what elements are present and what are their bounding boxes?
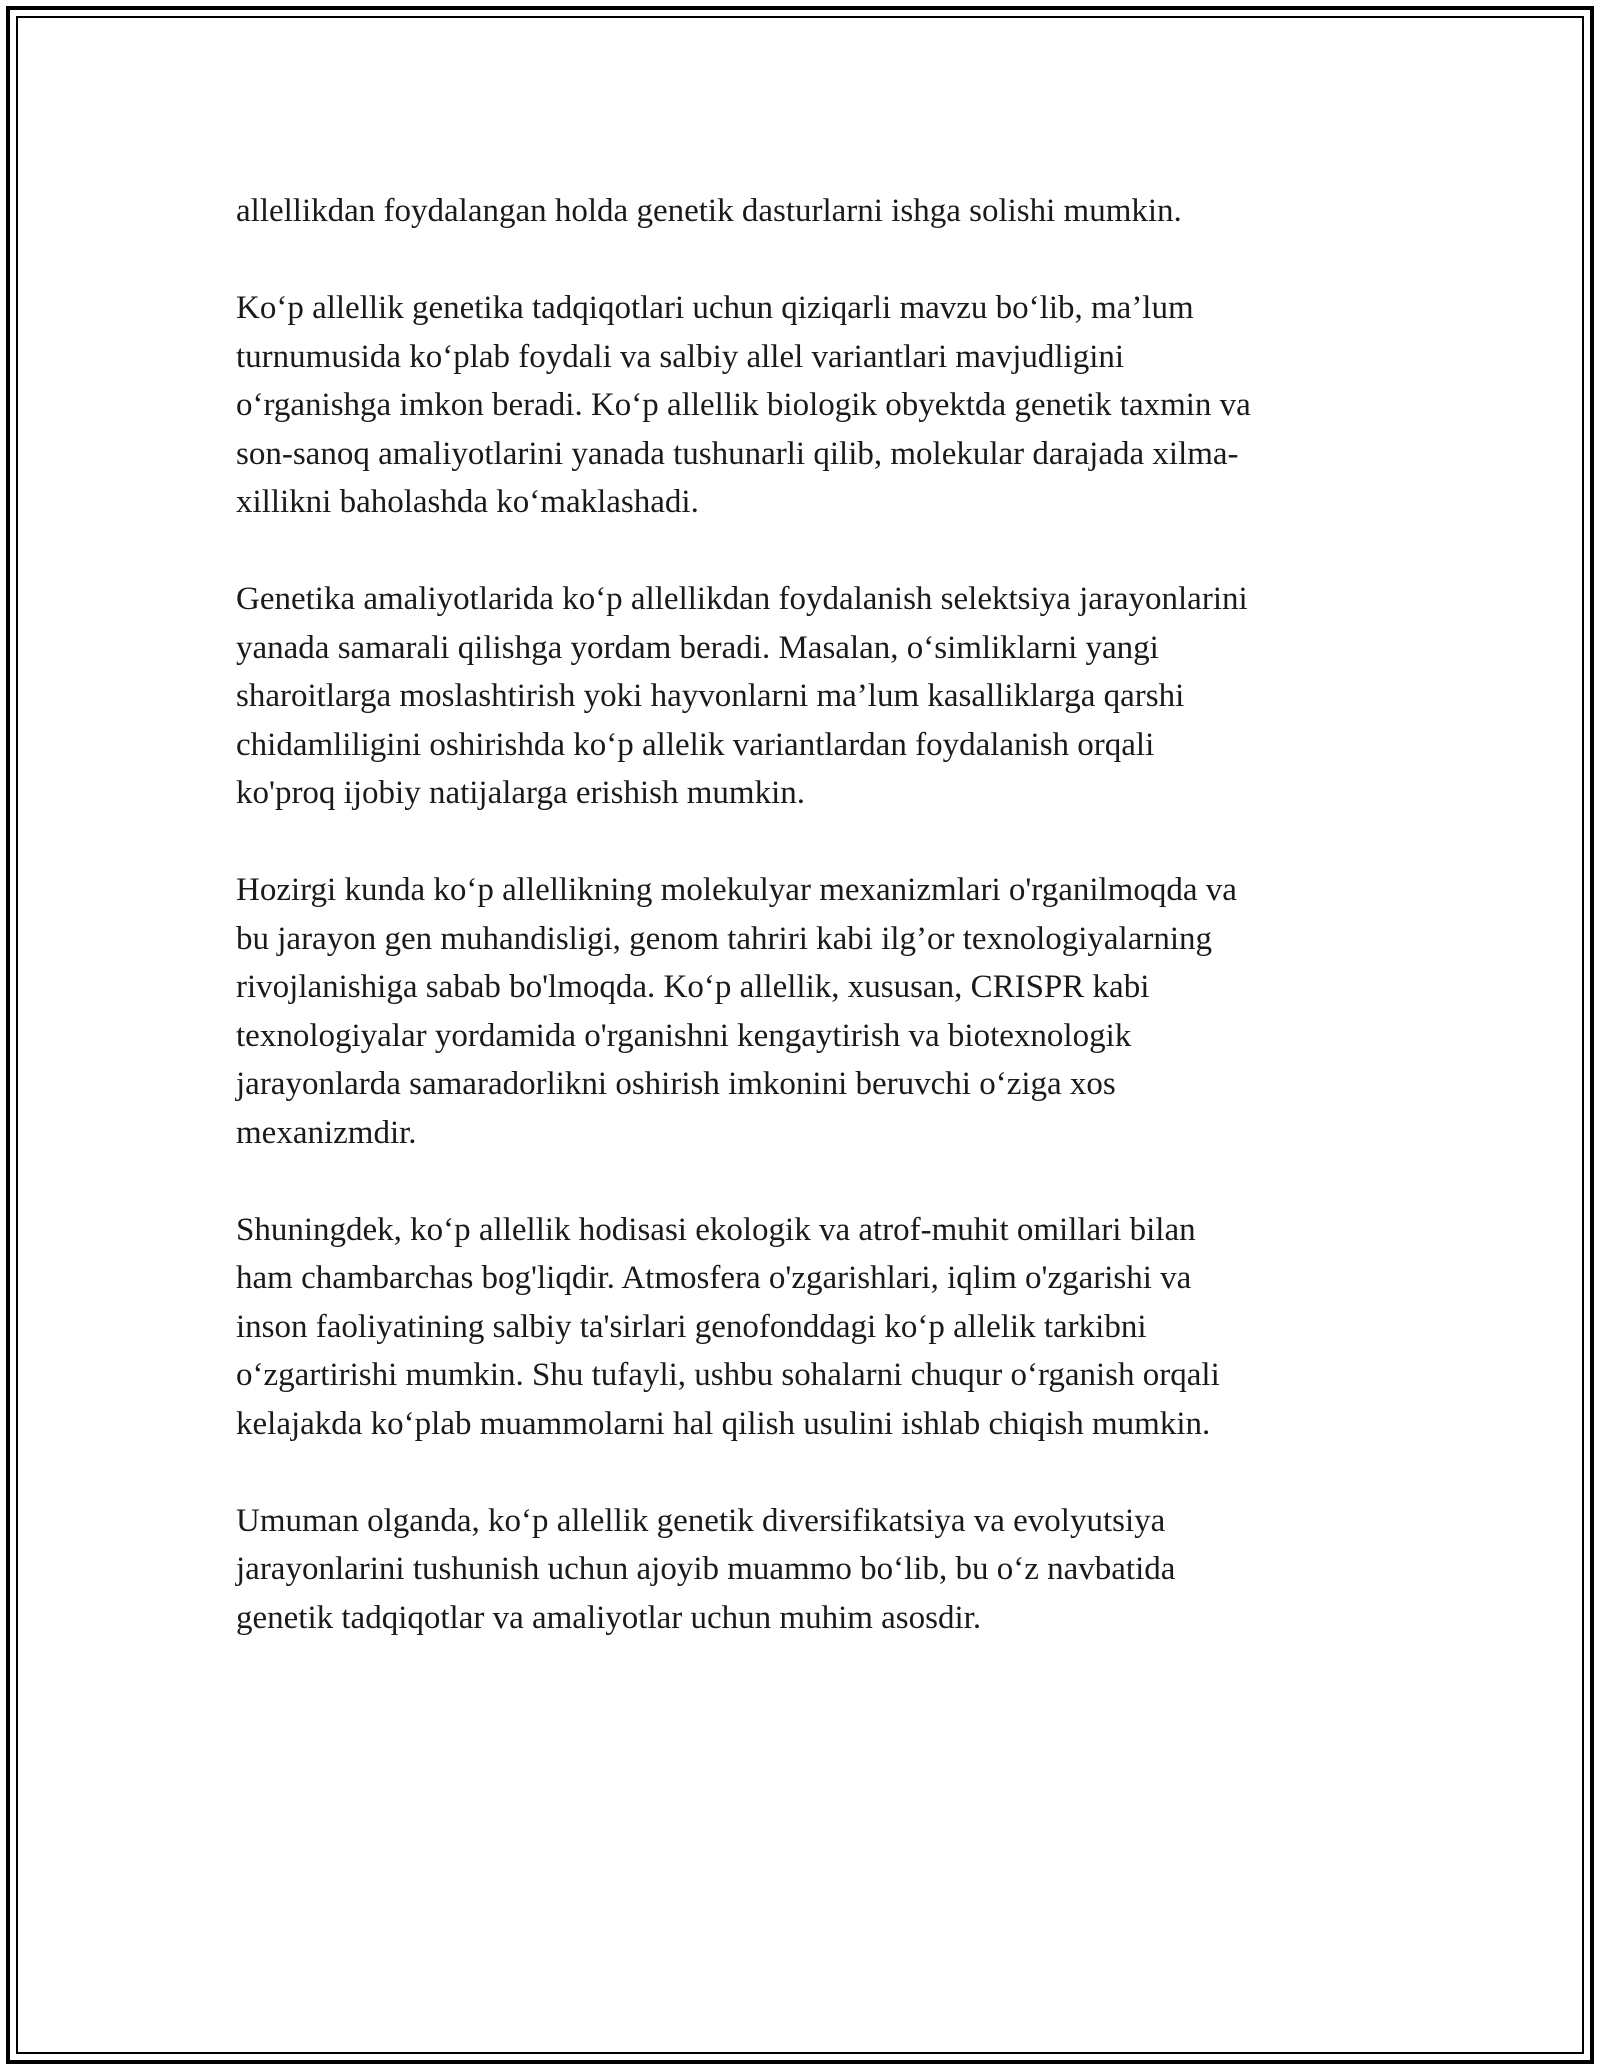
paragraph: Shuningdek, ko‘p allellik hodisasi ekologik va atrof-muhit omillari bilan ham chambarchas bog'liqdir. Atmosfera o'zgarishlari, iqlim o'zgarishi va inson faoliyatining salbiy ta'sirlari genofonddagi ko‘p allelik tarkibni o‘zgartirishi mumkin. Shu tufayli, ushbu sohalarni chuqur o‘rganish orqali kelajakda ko‘plab muammolarni hal qilish usulini ishlab chiqish mumkin. <box>236 1211 1220 1442</box>
document-body <box>236 187 1376 1691</box>
paragraph: Umuman olganda, ko‘p allellik genetik diversifikatsiya va evolyutsiya jarayonlarini tushunish uchun ajoyib muammo bo‘lib, bu o‘z navbatida genetik tadqiqotlar va amaliyotlar uchun muhim asosdir. <box>236 1502 1176 1636</box>
paragraph: Hozirgi kunda ko‘p allellikning molekulyar mexanizmlari o'rganilmoqda va bu jarayon gen muhandisligi, genom tahriri kabi ilg’or texnologiyalarning rivojlanishiga sabab bo'lmoqda. Ko‘p allellik, xususan, CRISPR kabi texnologiyalar yordamida o'rganishni kengaytirish va biotexnologik jarayonlarda samaradorlikni oshirish imkonini beruvchi o‘ziga xos mexanizmdir. <box>236 872 1237 1151</box>
paragraph: Genetika amaliyotlarida ko‘p allellikdan foydalanish selektsiya jarayonlarini yanada samarali qilishga yordam beradi. Masalan, o‘simliklarni yangi sharoitlarga moslashtirish yoki hayvonlarni ma’lum kasalliklarga qarshi chidamliligini oshirishda ko‘p allelik variantlardan foydalanish orqali ko'proq ijobiy natijalarga erishish mumkin. <box>236 581 1248 811</box>
paragraph: allellikdan foydalangan holda genetik dasturlarni ishga solishi mumkin. <box>236 193 1182 229</box>
paragraph: Ko‘p allellik genetika tadqiqotlari uchun qiziqarli mavzu bo‘lib, ma’lum turnumusida ko‘plab foydali va salbiy allel variantlari mavjudligini o‘rganishga imkon beradi. Ko‘p allellik biologik obyektda genetik taxmin va son-sanoq amaliyotlarini yanada tushunarli qilib, molekular darajada xilma- xillikni baholashda ko‘maklashadi. <box>236 290 1251 520</box>
